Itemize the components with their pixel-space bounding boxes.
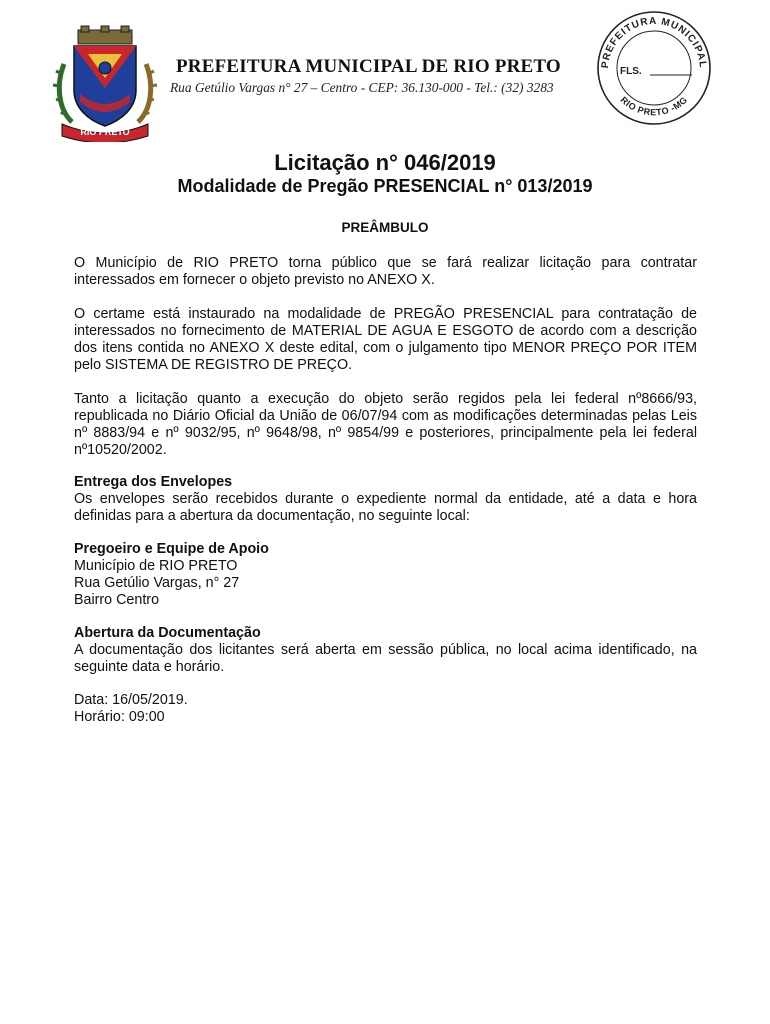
svg-text:PREFEITURA MUNICIPAL bbox=[600, 16, 708, 69]
abertura-text: A documentação dos licitantes será aberta em sessão pública, no local acima identificado, na seguinte data e horário. bbox=[74, 642, 697, 675]
section-schedule bbox=[74, 692, 697, 726]
org-address: Rua Getúlio Vargas n° 27 – Centro - CEP: 36.130-000 - Tel.: (32) 3283 bbox=[170, 80, 554, 95]
stamp-fls-label: FLS. bbox=[620, 66, 642, 77]
paragraph-legislation bbox=[74, 391, 697, 459]
abertura-heading: Abertura da Documentação bbox=[74, 625, 261, 641]
document-subtitle: Modalidade de Pregão PRESENCIAL n° 013/2019 bbox=[177, 176, 593, 196]
paragraph-intro bbox=[74, 255, 697, 289]
fls-stamp bbox=[592, 8, 714, 126]
paragraph-text: Tanto a licitação quanto a execução do objeto serão regidos pela lei federal nº8666/93, republicada no Diário Oficial da União de 06/07/94 com as modificações determinadas pelas Leis nº 8883/94 e nº 9032/95, nº 9648/98, nº 9854/99 e posteriores, principalmente pela lei federal nº10520/2002. bbox=[74, 391, 697, 458]
municipal-crest-logo bbox=[50, 24, 160, 142]
crest-banner-text: RIO PRETO bbox=[80, 127, 130, 137]
pregoeiro-line: Município de RIO PRETO bbox=[74, 558, 238, 574]
section-abertura bbox=[74, 625, 697, 676]
envelopes-heading: Entrega dos Envelopes bbox=[74, 474, 233, 490]
schedule-time: Horário: 09:00 bbox=[74, 709, 165, 725]
stamp-bottom-text: RIO PRETO -MG bbox=[618, 94, 690, 118]
org-title: PREFEITURA MUNICIPAL DE RIO PRETO bbox=[176, 56, 561, 77]
section-title-preambulo: PREÂMBULO bbox=[341, 220, 429, 235]
section-envelopes bbox=[74, 474, 697, 525]
pregoeiro-heading: Pregoeiro e Equipe de Apoio bbox=[74, 541, 269, 557]
schedule-date: Data: 16/05/2019. bbox=[74, 692, 188, 708]
pregoeiro-line: Bairro Centro bbox=[74, 592, 160, 608]
pregoeiro-line: Rua Getúlio Vargas, n° 27 bbox=[74, 575, 240, 591]
svg-text:RIO PRETO -MG bbox=[619, 95, 690, 118]
stamp-arc-text: PREFEITURA MUNICIPAL bbox=[599, 15, 709, 69]
section-pregoeiro bbox=[74, 541, 697, 609]
paragraph-text: O certame está instaurado na modalidade de PREGÃO PRESENCIAL para contratação de interessados no fornecimento de MATERIAL DE AGUA E ESGOTO de acordo com a descrição dos itens contida no ANEXO X deste edital, com o julgamento tipo MENOR PREÇO POR ITEM pelo SISTEMA DE REGISTRO DE PREÇO. bbox=[74, 306, 697, 373]
paragraph-text: O Município de RIO PRETO torna público que se fará realizar licitação para contratar interessados em fornecer o objeto previsto no ANEXO X. bbox=[74, 255, 697, 288]
document-title: Licitação n° 046/2019 bbox=[274, 150, 496, 175]
envelopes-text: Os envelopes serão recebidos durante o expediente normal da entidade, até a data e hora definidas para a abertura da documentação, no seguinte local: bbox=[74, 491, 697, 524]
paragraph-certame bbox=[74, 306, 697, 374]
